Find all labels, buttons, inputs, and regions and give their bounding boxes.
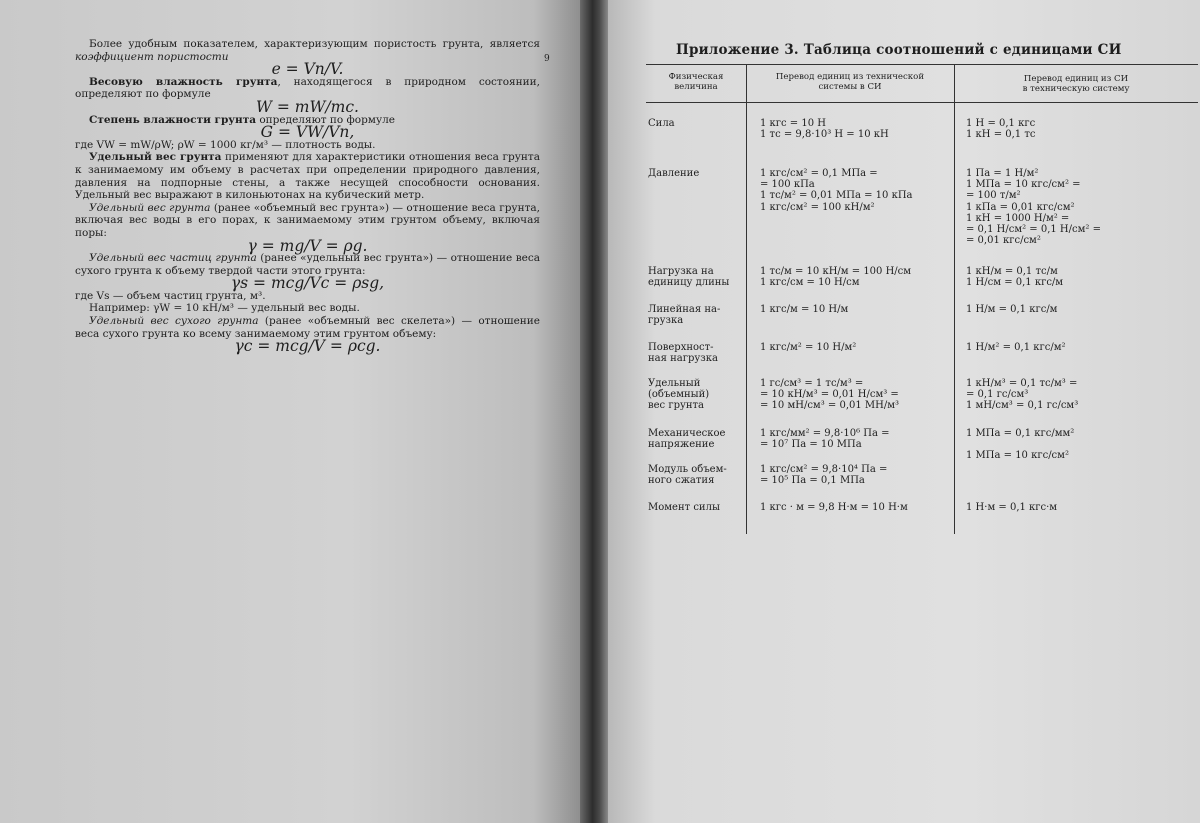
row-name-surface-load: Поверхност- ная нагрузка — [648, 342, 718, 365]
row-name-bulk-modulus: Модуль объем- ного сжатия — [648, 464, 727, 487]
paragraph-water-density: где VW = mW/ρW; ρW = 1000 кг/м³ — плотность воды. — [75, 138, 376, 151]
row-from-si-moment: 1 Н·м = 0,1 кгс·м — [966, 502, 1058, 513]
left-page-text — [75, 38, 540, 356]
book-gutter — [580, 0, 608, 823]
paragraph-dry-weight: Удельный вес сухого грунта (ранее «объемный вес скелета») — отношение веса сухого грунта ко всему занимаемому этим грунтом объему: — [75, 315, 540, 340]
row-name-mechanical-stress: Механическое напряжение — [648, 428, 726, 451]
row-to-si-unit-weight: 1 гс/см³ = 1 тс/м³ = = 10 кН/м³ = 0,01 Н/см³ = = 10 мН/см³ = 0,01 МН/м³ — [760, 378, 900, 412]
row-to-si-linear-load: 1 кгс/м = 10 Н/м — [760, 304, 849, 315]
row-name-force: Сила — [648, 118, 675, 129]
paragraph-moisture: Весовую влажность грунта, находящегося в природном состоянии, определяют по формуле — [75, 75, 540, 101]
row-name-pressure: Давление — [648, 168, 700, 179]
row-from-si-force: 1 Н = 0,1 кгс 1 кН = 0,1 тс — [966, 118, 1036, 141]
page-title: Приложение 3. Таблица соотношений с единицами СИ — [676, 42, 1122, 58]
row-to-si-mechanical-stress: 1 кгс/мм² = 9,8·10⁶ Па = = 10⁷ Па = 10 МПа — [760, 428, 890, 451]
header-quantity: Физическая величина — [668, 72, 724, 92]
row-from-si-mechanical-stress: 1 МПа = 0,1 кгс/мм² 1 МПа = 10 кгс/см² — [966, 428, 1075, 462]
paragraph-particle-volume: где Vs — объем частиц грунта, м³. — [75, 289, 266, 302]
row-from-si-pressure: 1 Па = 1 Н/м² 1 МПа = 10 кгс/см² = = 100 т/м² 1 кПа = 0,01 кгс/см² 1 кН = 1000 Н/м² = = 0,1 Н/см² = 0,1 Н/см² = = 0,01 кгс/см² — [966, 168, 1101, 247]
paragraph-particle-weight: Удельный вес частиц грунта (ранее «удельный вес грунта») — отношение веса сухого грунта к объему твердой части этого грунта: — [75, 252, 540, 277]
formula-particle-weight: γs = mсg/Vс = ρsg, — [230, 274, 385, 293]
si-conversion-table — [646, 64, 1198, 534]
table-header-rule — [646, 102, 1198, 103]
row-name-load-per-length: Нагрузка на единицу длины — [648, 266, 730, 289]
row-name-moment: Момент силы — [648, 502, 720, 513]
row-from-si-load-per-length: 1 кН/м = 0,1 тс/м 1 Н/см = 0,1 кгс/м — [966, 266, 1064, 289]
paragraph-unit-weight-def: Удельный вес грунта (ранее «объемный вес грунта») — отношение веса грунта, включая вес воды в его порах, к занимаемому этим грунтом объему, включая поры: — [75, 201, 540, 239]
paragraph-saturation: Степень влажности грунта определяют по формуле — [89, 113, 396, 126]
left-page — [0, 0, 580, 823]
paragraph-example: Например: γW = 10 кН/м³ — удельный вес воды. — [89, 302, 360, 315]
row-to-si-pressure: 1 кгс/см² = 0,1 МПа = = 100 кПа 1 тс/м² = 0,01 МПа = 10 кПа 1 кгс/см² = 100 кН/м² — [760, 168, 913, 213]
header-from-si: Перевод единиц из СИ в техническую систему — [1022, 74, 1130, 94]
row-to-si-bulk-modulus: 1 кгс/см² = 9,8·10⁴ Па = = 10⁵ Па = 0,1 МПа — [760, 464, 888, 487]
formula-dry-weight: γс = mсg/V = ρсg. — [234, 337, 381, 356]
row-name-unit-weight: Удельный (объемный) вес грунта — [648, 378, 710, 412]
right-page — [608, 0, 1200, 823]
row-to-si-load-per-length: 1 тс/м = 10 кН/м = 100 Н/см 1 кгс/см = 10 Н/см — [760, 266, 912, 289]
formula-unit-weight: γ = mg/V = ρg. — [247, 236, 368, 255]
row-to-si-surface-load: 1 кгс/м² = 10 Н/м² — [760, 342, 857, 353]
row-from-si-surface-load: 1 Н/м² = 0,1 кгс/м² — [966, 342, 1066, 353]
paragraph-porosity: Более удобным показателем, характеризующим пористость грунта, является коэффициент пористости — [75, 38, 540, 63]
row-to-si-force: 1 кгс = 10 Н 1 тс = 9,8·10³ Н = 10 кН — [760, 118, 889, 141]
row-name-linear-load: Линейная на- грузка — [648, 304, 721, 327]
formula-porosity: e = Vп/V. — [271, 60, 344, 79]
row-from-si-unit-weight: 1 кН/м³ = 0,1 тс/м³ = = 0,1 гс/см³ 1 мН/см³ = 0,1 гс/см³ — [966, 378, 1079, 412]
paragraph-unit-weight: Удельный вес грунта применяют для характеристики отношения веса грунта к занимаемому им объему в расчетах при определении природного давления, давления на подпорные стены, а также несущей способности основания. Удельный вес выражают в килоньютонах на кубический метр. — [75, 151, 540, 202]
row-from-si-linear-load: 1 Н/м = 0,1 кгс/м — [966, 304, 1058, 315]
margin-mark: 9 — [544, 54, 550, 64]
formula-saturation: G = VW/Vп, — [260, 123, 355, 142]
row-to-si-moment: 1 кгс · м = 9,8 Н·м = 10 Н·м — [760, 502, 908, 513]
formula-moisture: W = mW/mс. — [256, 97, 359, 116]
header-to-si: Перевод единиц из технической системы в СИ — [775, 72, 925, 92]
column-divider-1 — [746, 102, 747, 534]
table-top-rule — [646, 64, 1198, 65]
column-divider-2 — [954, 102, 955, 534]
